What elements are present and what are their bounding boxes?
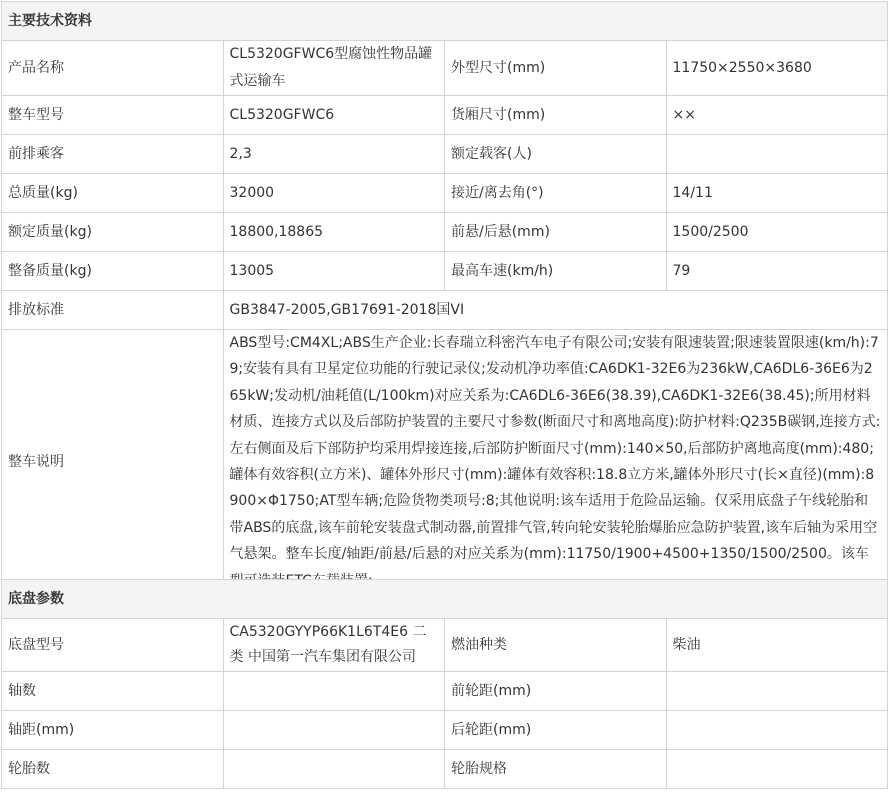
main-spec-table xyxy=(1,1,888,595)
row-value xyxy=(223,672,445,711)
row-value: 11750×2550×3680 xyxy=(666,41,888,96)
row-value: 2,3 xyxy=(223,135,445,174)
row-label: 轴数 xyxy=(2,672,224,711)
emission-row xyxy=(2,291,888,330)
row-value: 1500/2500 xyxy=(666,213,888,252)
row-label: 总质量(kg) xyxy=(2,174,224,213)
chassis-spec-table xyxy=(1,579,888,789)
row-value xyxy=(666,672,888,711)
table-row xyxy=(2,41,888,96)
row-value: CA5320GYYP66K1L6T4E6 二类 中国第一汽车集团有限公司 xyxy=(223,619,445,672)
row-label: 外型尺寸(mm) xyxy=(445,41,667,96)
chassis-spec-header-row xyxy=(2,580,888,619)
description-row xyxy=(2,330,888,595)
row-label: 产品名称 xyxy=(2,41,224,96)
row-label: 燃油种类 xyxy=(445,619,667,672)
table-row xyxy=(2,174,888,213)
table-row xyxy=(2,252,888,291)
main-spec-title: 主要技术资料 xyxy=(2,2,888,41)
row-label: 接近/离去角(°) xyxy=(445,174,667,213)
row-label: 整备质量(kg) xyxy=(2,252,224,291)
row-value: 32000 xyxy=(223,174,445,213)
row-value: 13005 xyxy=(223,252,445,291)
row-label: 轮胎规格 xyxy=(445,750,667,789)
row-value: ×× xyxy=(666,96,888,135)
table-row xyxy=(2,672,888,711)
row-label: 整车型号 xyxy=(2,96,224,135)
row-value: 柴油 xyxy=(666,619,888,672)
row-value: 14/11 xyxy=(666,174,888,213)
row-label: 轮胎数 xyxy=(2,750,224,789)
row-value: CL5320GFWC6 xyxy=(223,96,445,135)
row-label: 额定载客(人) xyxy=(445,135,667,174)
table-row xyxy=(2,711,888,750)
row-label: 前悬/后悬(mm) xyxy=(445,213,667,252)
row-label: 后轮距(mm) xyxy=(445,711,667,750)
table-row xyxy=(2,750,888,789)
row-label: 额定质量(kg) xyxy=(2,213,224,252)
row-value: 18800,18865 xyxy=(223,213,445,252)
row-value xyxy=(666,711,888,750)
row-value xyxy=(223,750,445,789)
table-row xyxy=(2,135,888,174)
row-value xyxy=(666,135,888,174)
row-label: 货厢尺寸(mm) xyxy=(445,96,667,135)
main-spec-header-row xyxy=(2,2,888,41)
emission-value: GB3847-2005,GB17691-2018国VI xyxy=(223,291,888,330)
row-label: 前排乘客 xyxy=(2,135,224,174)
row-label: 底盘型号 xyxy=(2,619,224,672)
description-label: 整车说明 xyxy=(2,330,224,595)
description-value: ABS型号:CM4XL;ABS生产企业:长春瑞立科密汽车电子有限公司;安装有限速装置;限速装置限速(km/h):79;安装有具有卫星定位功能的行驶记录仪;发动机净功率值:CA6DK1-32E6为236kW,CA6DL6-36E6为265kW;发动机/油耗值(L/100km)对应关系为:CA6DL6-36E6(38.39),CA6DK1-32E6(38.45);所用材料材质、连接方式以及后部防护装置的主要尺寸参数(断面尺寸和离地高度):防护材料:Q235B碳钢,连接方式:左右侧面及后下部防护均采用焊接连接,后部防护断面尺寸(mm):140×50,后部防护离地高度(mm):480;罐体有效容积(立方米)、罐体外形尺寸(mm):罐体有效容积:18.8立方米,罐体外形尺寸(长×直径)(mm):8900×Φ1750;AT型车辆;危险货物类项号:8;其他说明:该车适用于危险品运输。仅采用底盘子午线轮胎和带ABS的底盘,该车前轮安装盘式制动器,前置排气管,转向轮安装轮胎爆胎应急防护装置,该车后轴为采用空气悬架。整车长度/轴距/前悬/后悬的对应关系为(mm):11750/1900+4500+1350/1500/2500。该车 xyxy=(223,330,888,595)
row-label: 最高车速(km/h) xyxy=(445,252,667,291)
table-row xyxy=(2,213,888,252)
row-label: 前轮距(mm) xyxy=(445,672,667,711)
emission-label: 排放标准 xyxy=(2,291,224,330)
row-value: 79 xyxy=(666,252,888,291)
row-value: CL5320GFWC6型腐蚀性物品罐式运输车 xyxy=(223,41,445,96)
table-row xyxy=(2,619,888,672)
chassis-spec-title: 底盘参数 xyxy=(2,580,888,619)
table-row xyxy=(2,96,888,135)
row-value xyxy=(223,711,445,750)
row-value xyxy=(666,750,888,789)
row-label: 轴距(mm) xyxy=(2,711,224,750)
